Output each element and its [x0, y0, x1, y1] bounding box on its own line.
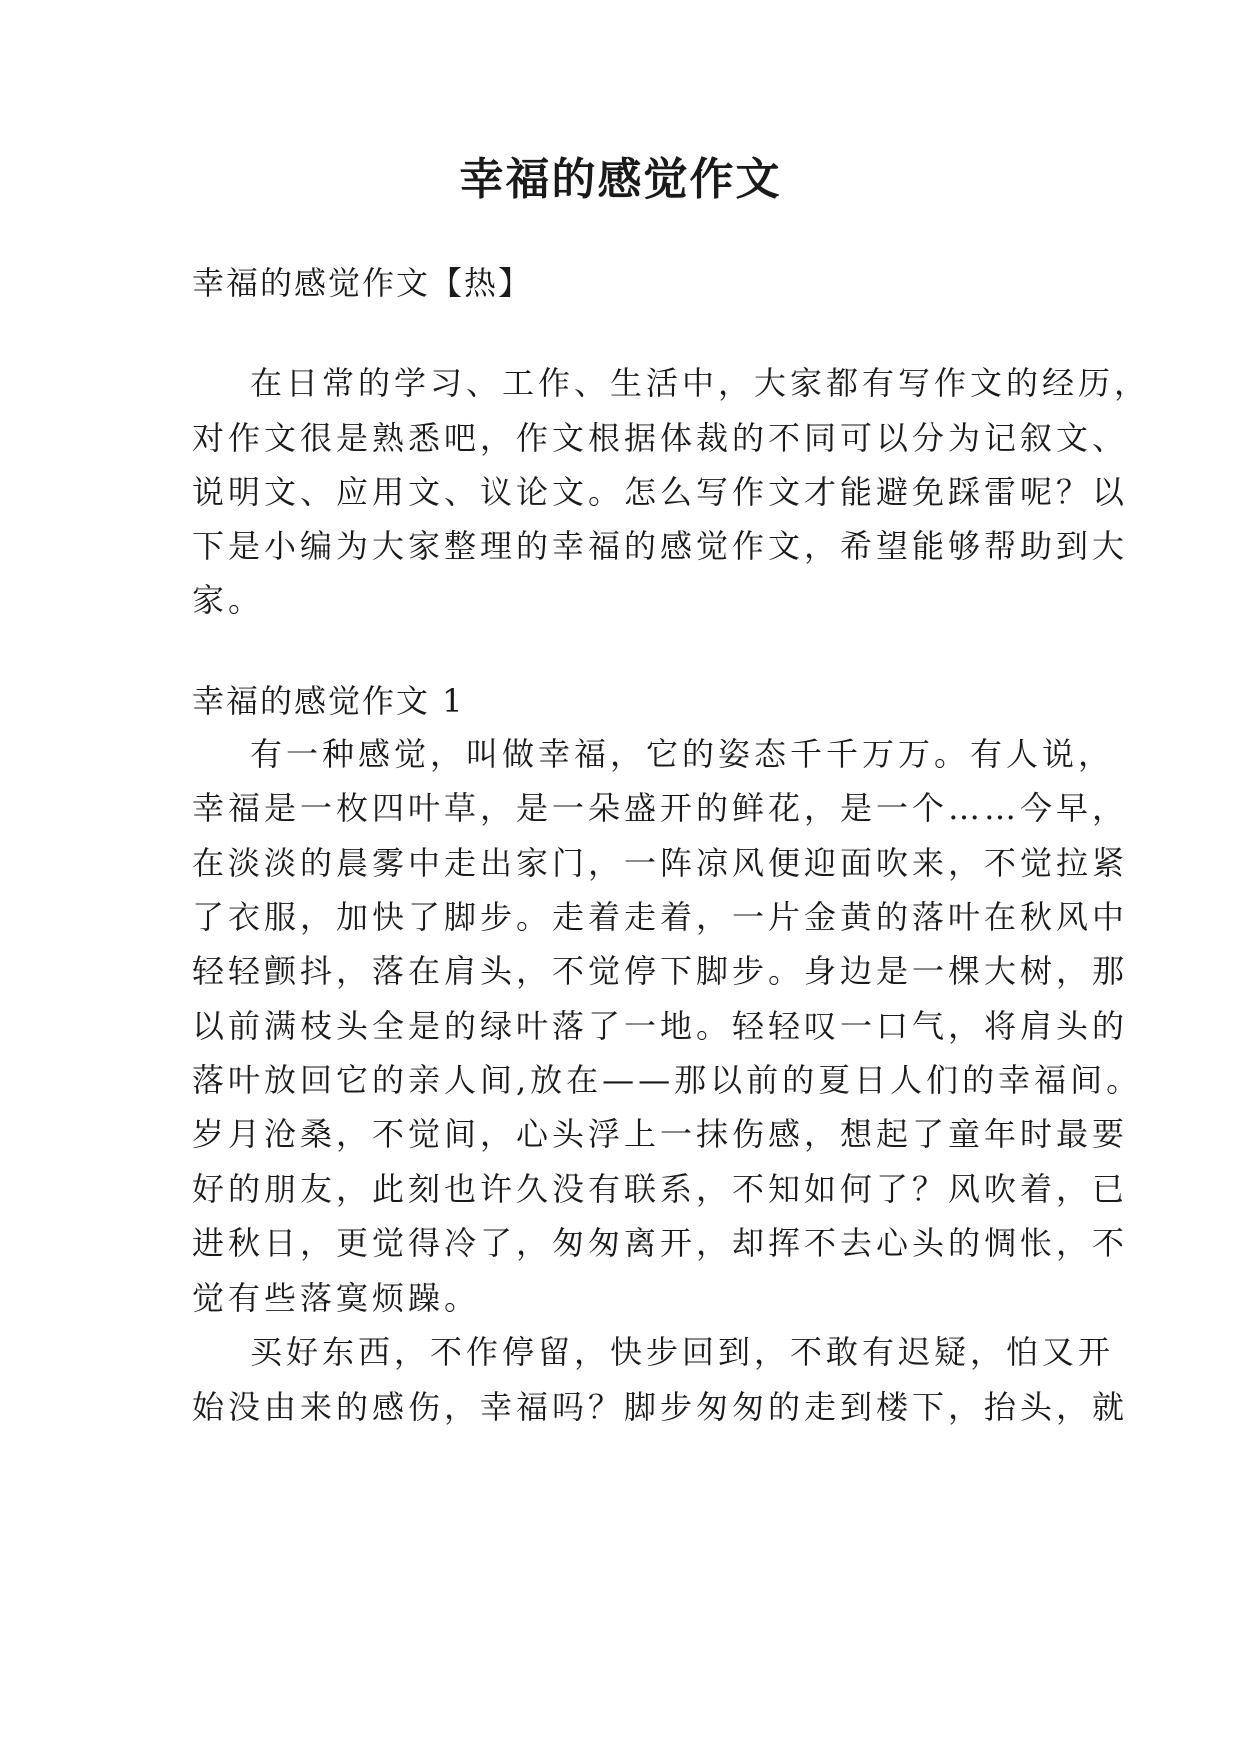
paragraph-line: 以前满枝头全是的绿叶落了一地。轻轻叹一口气，将肩头的 — [192, 1007, 1129, 1045]
paragraph-line: 好的朋友，此刻也许久没有联系，不知如何了？风吹着，已 — [192, 1170, 1129, 1208]
intro-line: 对作文很是熟悉吧，作文根据体裁的不同可以分为记叙文、 — [192, 419, 1129, 457]
intro-line: 在日常的学习、工作、生活中，大家都有写作文的经历， — [250, 364, 1151, 402]
intro-line: 说明文、应用文、议论文。怎么写作文才能避免踩雷呢？以 — [192, 473, 1129, 511]
paragraph-line: 买好东西，不作停留，快步回到，不敢有迟疑，怕又开 — [250, 1333, 1115, 1371]
section-heading: 幸福的感觉作文 1 — [192, 682, 465, 720]
intro-line: 下是小编为大家整理的幸福的感觉作文，希望能够帮助到大 — [192, 527, 1129, 565]
paragraph-line: 进秋日，更觉得冷了，匆匆离开，却挥不去心头的惆怅，不 — [192, 1224, 1129, 1262]
document-subtitle: 幸福的感觉作文【热】 — [192, 264, 533, 302]
paragraph-line: 有一种感觉，叫做幸福，它的姿态千千万万。有人说， — [250, 735, 1115, 773]
paragraph-line: 落叶放回它的亲人间,放在——那以前的夏日人们的幸福间。 — [192, 1061, 1143, 1099]
paragraph-line: 幸福是一枚四叶草，是一朵盛开的鲜花，是一个……今早， — [192, 789, 1129, 827]
paragraph-line: 始没由来的感伤，幸福吗？脚步匆匆的走到楼下，抬头，就 — [192, 1388, 1129, 1426]
paragraph-line: 轻轻颤抖，落在肩头，不觉停下脚步。身边是一棵大树，那 — [192, 952, 1129, 990]
paragraph-line: 在淡淡的晨雾中走出家门，一阵凉风便迎面吹来，不觉拉紧 — [192, 844, 1129, 882]
paragraph-line: 了衣服，加快了脚步。走着走着，一片金黄的落叶在秋风中 — [192, 898, 1129, 936]
document-title: 幸福的感觉作文 — [459, 154, 782, 205]
intro-line: 家。 — [192, 581, 265, 619]
paragraph-line: 岁月沧桑，不觉间，心头浮上一抹伤感，想起了童年时最要 — [192, 1115, 1129, 1153]
paragraph-line: 觉有些落寞烦躁。 — [192, 1279, 481, 1317]
